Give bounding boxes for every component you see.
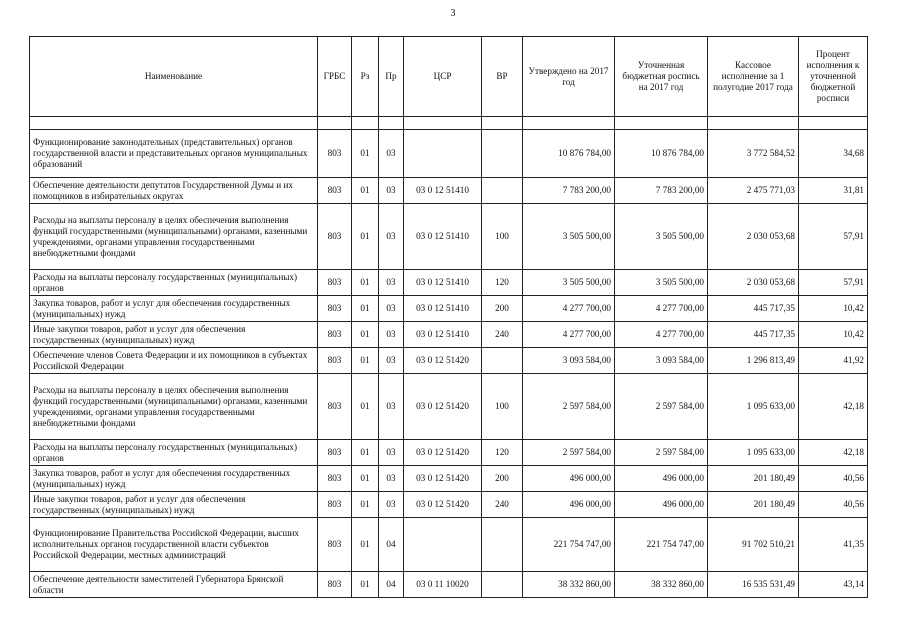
row-csr: 03 0 12 51420 <box>404 348 482 374</box>
table-row <box>30 322 868 348</box>
page-number: 3 <box>450 8 456 19</box>
row-grbs: 803 <box>318 440 352 466</box>
table-row <box>30 518 868 572</box>
row-grbs: 803 <box>318 492 352 518</box>
row-approved: 3 505 500,00 <box>523 204 615 270</box>
row-approved: 4 277 700,00 <box>523 296 615 322</box>
row-revised: 3 505 500,00 <box>615 270 708 296</box>
row-csr: 03 0 12 51410 <box>404 270 482 296</box>
row-approved: 38 332 860,00 <box>523 572 615 598</box>
table-row <box>30 466 868 492</box>
row-rz: 01 <box>352 492 379 518</box>
row-name: Обеспечение деятельности депутатов Государственной Думы и их помощников в избирательных округах <box>30 178 318 204</box>
row-approved: 2 597 584,00 <box>523 374 615 440</box>
row-csr: 03 0 12 51420 <box>404 440 482 466</box>
header-vr: ВР <box>482 37 523 117</box>
row-pr: 03 <box>379 374 404 440</box>
row-approved: 2 597 584,00 <box>523 440 615 466</box>
row-pr: 03 <box>379 322 404 348</box>
table-row <box>30 296 868 322</box>
row-csr: 03 0 12 51420 <box>404 492 482 518</box>
row-name: Обеспечение деятельности заместителей Губернатора Брянской области <box>30 572 318 598</box>
row-cash: 201 180,49 <box>708 492 799 518</box>
row-cash: 16 535 531,49 <box>708 572 799 598</box>
row-csr: 03 0 11 10020 <box>404 572 482 598</box>
row-vr <box>482 178 523 204</box>
row-cash: 1 095 633,00 <box>708 374 799 440</box>
row-cash: 2 030 053,68 <box>708 204 799 270</box>
row-vr: 100 <box>482 374 523 440</box>
header-gap-row <box>30 117 868 130</box>
row-rz: 01 <box>352 518 379 572</box>
row-approved: 3 093 584,00 <box>523 348 615 374</box>
row-name: Закупка товаров, работ и услуг для обеспечения государственных (муниципальных) нужд <box>30 466 318 492</box>
header-grbs: ГРБС <box>318 37 352 117</box>
row-rz: 01 <box>352 466 379 492</box>
row-csr: 03 0 12 51410 <box>404 178 482 204</box>
row-vr <box>482 130 523 178</box>
header-rz: Рз <box>352 37 379 117</box>
row-percent: 10,42 <box>799 296 868 322</box>
row-csr <box>404 518 482 572</box>
table-row <box>30 492 868 518</box>
budget-table <box>29 36 868 598</box>
row-pr: 03 <box>379 492 404 518</box>
row-revised: 2 597 584,00 <box>615 440 708 466</box>
row-percent: 57,91 <box>799 204 868 270</box>
row-approved: 3 505 500,00 <box>523 270 615 296</box>
row-name: Обеспечение членов Совета Федерации и их помощников в субъектах Российской Федерации <box>30 348 318 374</box>
row-revised: 2 597 584,00 <box>615 374 708 440</box>
row-percent: 40,56 <box>799 466 868 492</box>
row-grbs: 803 <box>318 130 352 178</box>
row-rz: 01 <box>352 296 379 322</box>
row-vr <box>482 518 523 572</box>
row-cash: 201 180,49 <box>708 466 799 492</box>
row-cash: 1 095 633,00 <box>708 440 799 466</box>
row-cash: 445 717,35 <box>708 296 799 322</box>
row-pr: 03 <box>379 204 404 270</box>
row-name: Функционирование законодательных (представительных) органов государственной власти и представительных органов муниципальных образований <box>30 130 318 178</box>
row-grbs: 803 <box>318 322 352 348</box>
row-percent: 34,68 <box>799 130 868 178</box>
row-name: Функционирование Правительства Российской Федерации, высших исполнительных органов государственной власти субъектов Российской Федерации, местных администраций <box>30 518 318 572</box>
row-pr: 03 <box>379 348 404 374</box>
row-grbs: 803 <box>318 572 352 598</box>
row-grbs: 803 <box>318 518 352 572</box>
row-rz: 01 <box>352 440 379 466</box>
table-header-row <box>30 37 868 117</box>
row-vr: 120 <box>482 440 523 466</box>
table-row <box>30 572 868 598</box>
row-grbs: 803 <box>318 466 352 492</box>
header-cash: Кассовое исполнение за 1 полугодие 2017 года <box>708 37 799 117</box>
row-cash: 2 030 053,68 <box>708 270 799 296</box>
row-vr: 200 <box>482 466 523 492</box>
row-percent: 43,14 <box>799 572 868 598</box>
row-vr: 100 <box>482 204 523 270</box>
row-csr: 03 0 12 51410 <box>404 296 482 322</box>
header-name: Наименование <box>30 37 318 117</box>
row-csr: 03 0 12 51420 <box>404 374 482 440</box>
row-vr: 240 <box>482 322 523 348</box>
row-cash: 91 702 510,21 <box>708 518 799 572</box>
row-revised: 221 754 747,00 <box>615 518 708 572</box>
row-revised: 10 876 784,00 <box>615 130 708 178</box>
header-csr: ЦСР <box>404 37 482 117</box>
header-approved: Утверждено на 2017 год <box>523 37 615 117</box>
row-percent: 40,56 <box>799 492 868 518</box>
row-pr: 04 <box>379 572 404 598</box>
row-approved: 221 754 747,00 <box>523 518 615 572</box>
row-revised: 3 093 584,00 <box>615 348 708 374</box>
row-grbs: 803 <box>318 178 352 204</box>
row-percent: 42,18 <box>799 440 868 466</box>
row-percent: 57,91 <box>799 270 868 296</box>
row-rz: 01 <box>352 178 379 204</box>
row-percent: 41,35 <box>799 518 868 572</box>
row-pr: 03 <box>379 296 404 322</box>
row-vr: 120 <box>482 270 523 296</box>
row-grbs: 803 <box>318 296 352 322</box>
row-pr: 03 <box>379 178 404 204</box>
table-row <box>30 178 868 204</box>
row-vr: 200 <box>482 296 523 322</box>
row-revised: 496 000,00 <box>615 492 708 518</box>
row-percent: 41,92 <box>799 348 868 374</box>
row-csr <box>404 130 482 178</box>
row-rz: 01 <box>352 572 379 598</box>
table-row <box>30 374 868 440</box>
row-cash: 1 296 813,49 <box>708 348 799 374</box>
row-vr <box>482 348 523 374</box>
header-revised: Уточненная бюджетная роспись на 2017 год <box>615 37 708 117</box>
row-percent: 31,81 <box>799 178 868 204</box>
table-row <box>30 130 868 178</box>
row-rz: 01 <box>352 322 379 348</box>
row-name: Иные закупки товаров, работ и услуг для обеспечения государственных (муниципальных) нужд <box>30 492 318 518</box>
row-grbs: 803 <box>318 348 352 374</box>
table-row <box>30 440 868 466</box>
row-percent: 10,42 <box>799 322 868 348</box>
row-name: Расходы на выплаты персоналу в целях обеспечения выполнения функций государственными (муниципальными) органами, казенными учреждениями, органами управления государственными внебюджетными фондами <box>30 374 318 440</box>
row-revised: 4 277 700,00 <box>615 296 708 322</box>
row-revised: 4 277 700,00 <box>615 322 708 348</box>
row-vr <box>482 572 523 598</box>
row-csr: 03 0 12 51420 <box>404 466 482 492</box>
row-pr: 03 <box>379 466 404 492</box>
row-approved: 7 783 200,00 <box>523 178 615 204</box>
header-pr: Пр <box>379 37 404 117</box>
row-cash: 2 475 771,03 <box>708 178 799 204</box>
row-rz: 01 <box>352 374 379 440</box>
table-row <box>30 204 868 270</box>
row-rz: 01 <box>352 130 379 178</box>
header-percent: Процент исполнения к уточненной бюджетной росписи <box>799 37 868 117</box>
table-row <box>30 270 868 296</box>
row-name: Расходы на выплаты персоналу в целях обеспечения выполнения функций государственными (муниципальными) органами, казенными учреждениями, органами управления государственными внебюджетными фондами <box>30 204 318 270</box>
row-approved: 4 277 700,00 <box>523 322 615 348</box>
row-revised: 38 332 860,00 <box>615 572 708 598</box>
row-grbs: 803 <box>318 270 352 296</box>
row-approved: 10 876 784,00 <box>523 130 615 178</box>
row-grbs: 803 <box>318 374 352 440</box>
row-rz: 01 <box>352 348 379 374</box>
row-pr: 03 <box>379 130 404 178</box>
row-name: Расходы на выплаты персоналу государственных (муниципальных) органов <box>30 440 318 466</box>
row-revised: 496 000,00 <box>615 466 708 492</box>
row-csr: 03 0 12 51410 <box>404 204 482 270</box>
row-pr: 04 <box>379 518 404 572</box>
row-pr: 03 <box>379 270 404 296</box>
row-name: Иные закупки товаров, работ и услуг для обеспечения государственных (муниципальных) нужд <box>30 322 318 348</box>
row-revised: 7 783 200,00 <box>615 178 708 204</box>
row-grbs: 803 <box>318 204 352 270</box>
table-row <box>30 348 868 374</box>
row-vr: 240 <box>482 492 523 518</box>
row-cash: 445 717,35 <box>708 322 799 348</box>
row-rz: 01 <box>352 270 379 296</box>
row-rz: 01 <box>352 204 379 270</box>
row-approved: 496 000,00 <box>523 466 615 492</box>
row-approved: 496 000,00 <box>523 492 615 518</box>
row-name: Расходы на выплаты персоналу государственных (муниципальных) органов <box>30 270 318 296</box>
row-revised: 3 505 500,00 <box>615 204 708 270</box>
row-name: Закупка товаров, работ и услуг для обеспечения государственных (муниципальных) нужд <box>30 296 318 322</box>
row-cash: 3 772 584,52 <box>708 130 799 178</box>
row-percent: 42,18 <box>799 374 868 440</box>
row-csr: 03 0 12 51410 <box>404 322 482 348</box>
row-pr: 03 <box>379 440 404 466</box>
